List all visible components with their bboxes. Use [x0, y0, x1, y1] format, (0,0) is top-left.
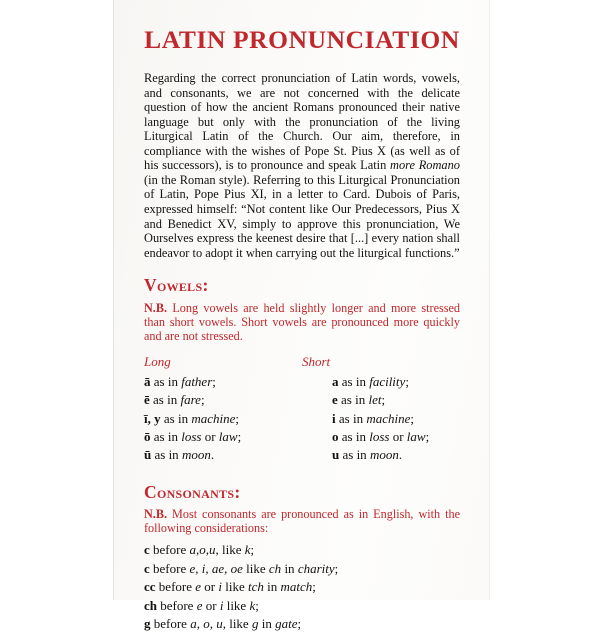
vowel-short-entry: e as in let;	[332, 392, 386, 408]
consonant-rules-list	[144, 541, 460, 633]
list-item: cc before e or i like tch in match;	[144, 579, 316, 595]
column-header-long: Long	[144, 354, 171, 370]
section-heading-vowels: Vowels:	[144, 275, 209, 296]
consonants-nb-label: N.B.	[144, 507, 168, 521]
document-page	[113, 0, 490, 632]
intro-text-part-1: Regarding the correct pronunciation of Latin words, vowels, and consonants, we are not concerned with the delicate question of how the ancient Romans pronounced their native language but only with the pronunciation of the living Liturgical Latin of the Church. Our aim, therefore, in compliance with the wishes of Pope St. Pius X (as well as of his successors), is to pronounce and speak Latin	[144, 71, 460, 173]
list-item: c before a,o,u, like k;	[144, 542, 255, 558]
vowel-short-entry: i as in machine;	[332, 410, 414, 426]
vowel-long-entry: ā as in father;	[144, 374, 216, 390]
consonants-nb-text: Most consonants are pronounced as in English, with the following considerations:	[144, 507, 460, 536]
page-title: LATIN PRONUNCIATION	[144, 25, 460, 54]
table-row	[144, 373, 460, 391]
page-content-area	[144, 0, 460, 632]
vowels-nb-note	[144, 301, 460, 344]
column-header-short: Short	[302, 354, 331, 370]
section-heading-consonants: Consonants:	[144, 481, 241, 502]
table-row	[144, 391, 460, 409]
vowel-long-entry: ū as in moon.	[144, 447, 215, 463]
vowel-long-entry: ī, y as in machine;	[144, 410, 239, 426]
table-row	[144, 428, 460, 446]
vowels-table-header	[144, 354, 460, 369]
vowel-long-entry: ō as in loss or law;	[144, 429, 242, 445]
vowel-short-entry: o as in loss or law;	[332, 429, 430, 445]
intro-text-part-2: (in the Roman style). Referring to this Liturgical Pronunciation of Latin, Pope Pius XI, in a letter to Card. Dubois of Paris, expressed himself: “Not content like Our Predecessors, Pius X and Benedict XV, simply to approve this pronunciation, We Ourselves express the keenest desire that [...] every nation shall endeavor to adopt it when carrying out the liturgical functions.”	[144, 172, 460, 260]
vowel-long-entry: ē as in fare;	[144, 392, 205, 408]
vowel-short-entry: u as in moon.	[332, 447, 403, 463]
list-item: c before e, i, ae, oe like ch in charity;	[144, 560, 339, 576]
intro-paragraph	[144, 71, 460, 260]
list-item: g before a, o, u, like g in gate;	[144, 616, 302, 632]
consonants-nb-note	[144, 507, 460, 535]
vowel-short-entry: a as in facility;	[332, 374, 409, 390]
vowels-nb-label: N.B.	[144, 300, 168, 315]
table-row	[144, 410, 460, 428]
table-row	[144, 446, 460, 464]
vowels-nb-text: Long vowels are held slightly longer and more stressed than short vowels. Short vowels are pronounced more quickly and are not stressed.	[144, 300, 460, 343]
vowels-table	[144, 354, 460, 464]
intro-italic-phrase: more Romano	[390, 158, 460, 173]
list-item: ch before e or i like k;	[144, 597, 259, 613]
